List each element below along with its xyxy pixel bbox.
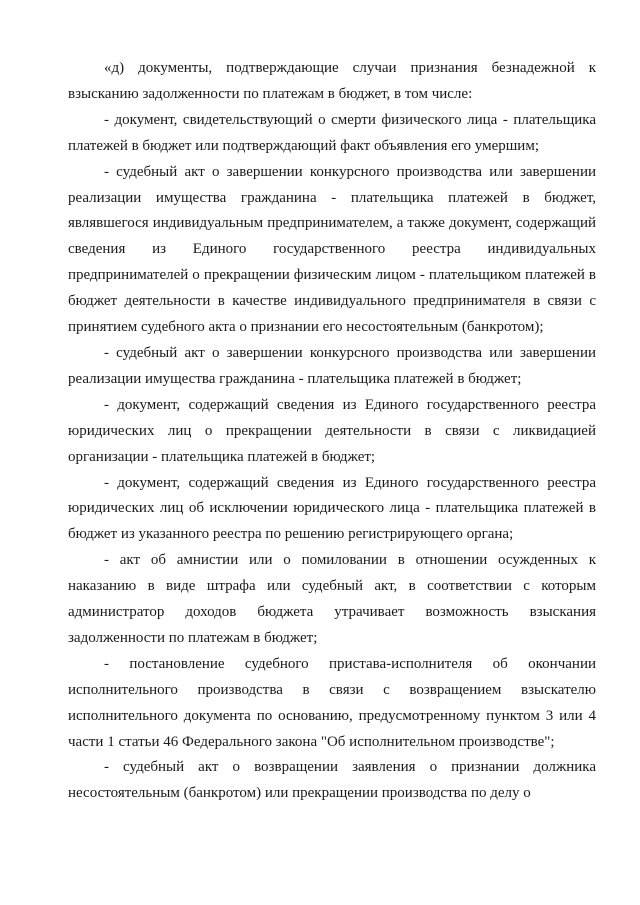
paragraph-amnesty: - акт об амнистии или о помиловании в отношении осужденных к наказанию в виде штрафа или судебный акт, в соответствии с которым администратор доходов бюджета утрачивает возможность взыскания задолженности по платежам в бюджет; bbox=[68, 552, 596, 646]
paragraph-court-return: - судебный акт о возвращении заявления о признании должника несостоятельным (банкротом) или прекращении производства по делу о bbox=[68, 759, 596, 802]
paragraph-death-certificate: - документ, свидетельствующий о смерти физического лица - плательщика платежей в бюджет или подтверждающий факт объявления его умершим; bbox=[68, 111, 596, 154]
paragraph-registry-exclusion: - документ, содержащий сведения из Единого государственного реестра юридических лиц об исключении юридического лица - плательщика платежей в бюджет из указанного реестра по решению регистрирующего органа; bbox=[68, 474, 596, 543]
paragraph-bankruptcy-citizen: - судебный акт о завершении конкурсного производства или завершении реализации имущества гражданина - плательщика платежей в бюджет; bbox=[68, 344, 596, 387]
document-body bbox=[68, 56, 596, 807]
paragraph-bailiff-resolution: - постановление судебного пристава-исполнителя об окончании исполнительного производства в связи с возвращением взыскателю исполнительного документа по основанию, предусмотренному пунктом 3 или 4 части 1 статьи 46 Федерального закона "Об исполнительном производстве"; bbox=[68, 655, 596, 750]
paragraph-bankruptcy-entrepreneur: - судебный акт о завершении конкурсного производства или завершении реализации имущества гражданина - плательщика платежей в бюджет, являвшегося индивидуальным предпринимателем, а также документ, содержащий сведения из Единого государственного реестра индивидуальных предпринимателей о прекращении физическим лицом - плательщиком платежей в бюджет деятельности в качестве индивидуального предпринимателя в связи с принятием судебного акта о признании его несостоятельным (банкротом); bbox=[68, 163, 596, 336]
paragraph-intro: «д) документы, подтверждающие случаи признания безнадежной к взысканию задолженности по платежам в бюджет, в том числе: bbox=[68, 60, 596, 102]
paragraph-liquidation: - документ, содержащий сведения из Единого государственного реестра юридических лиц о прекращении деятельности в связи с ликвидацией организации - плательщика платежей в бюджет; bbox=[68, 396, 596, 465]
